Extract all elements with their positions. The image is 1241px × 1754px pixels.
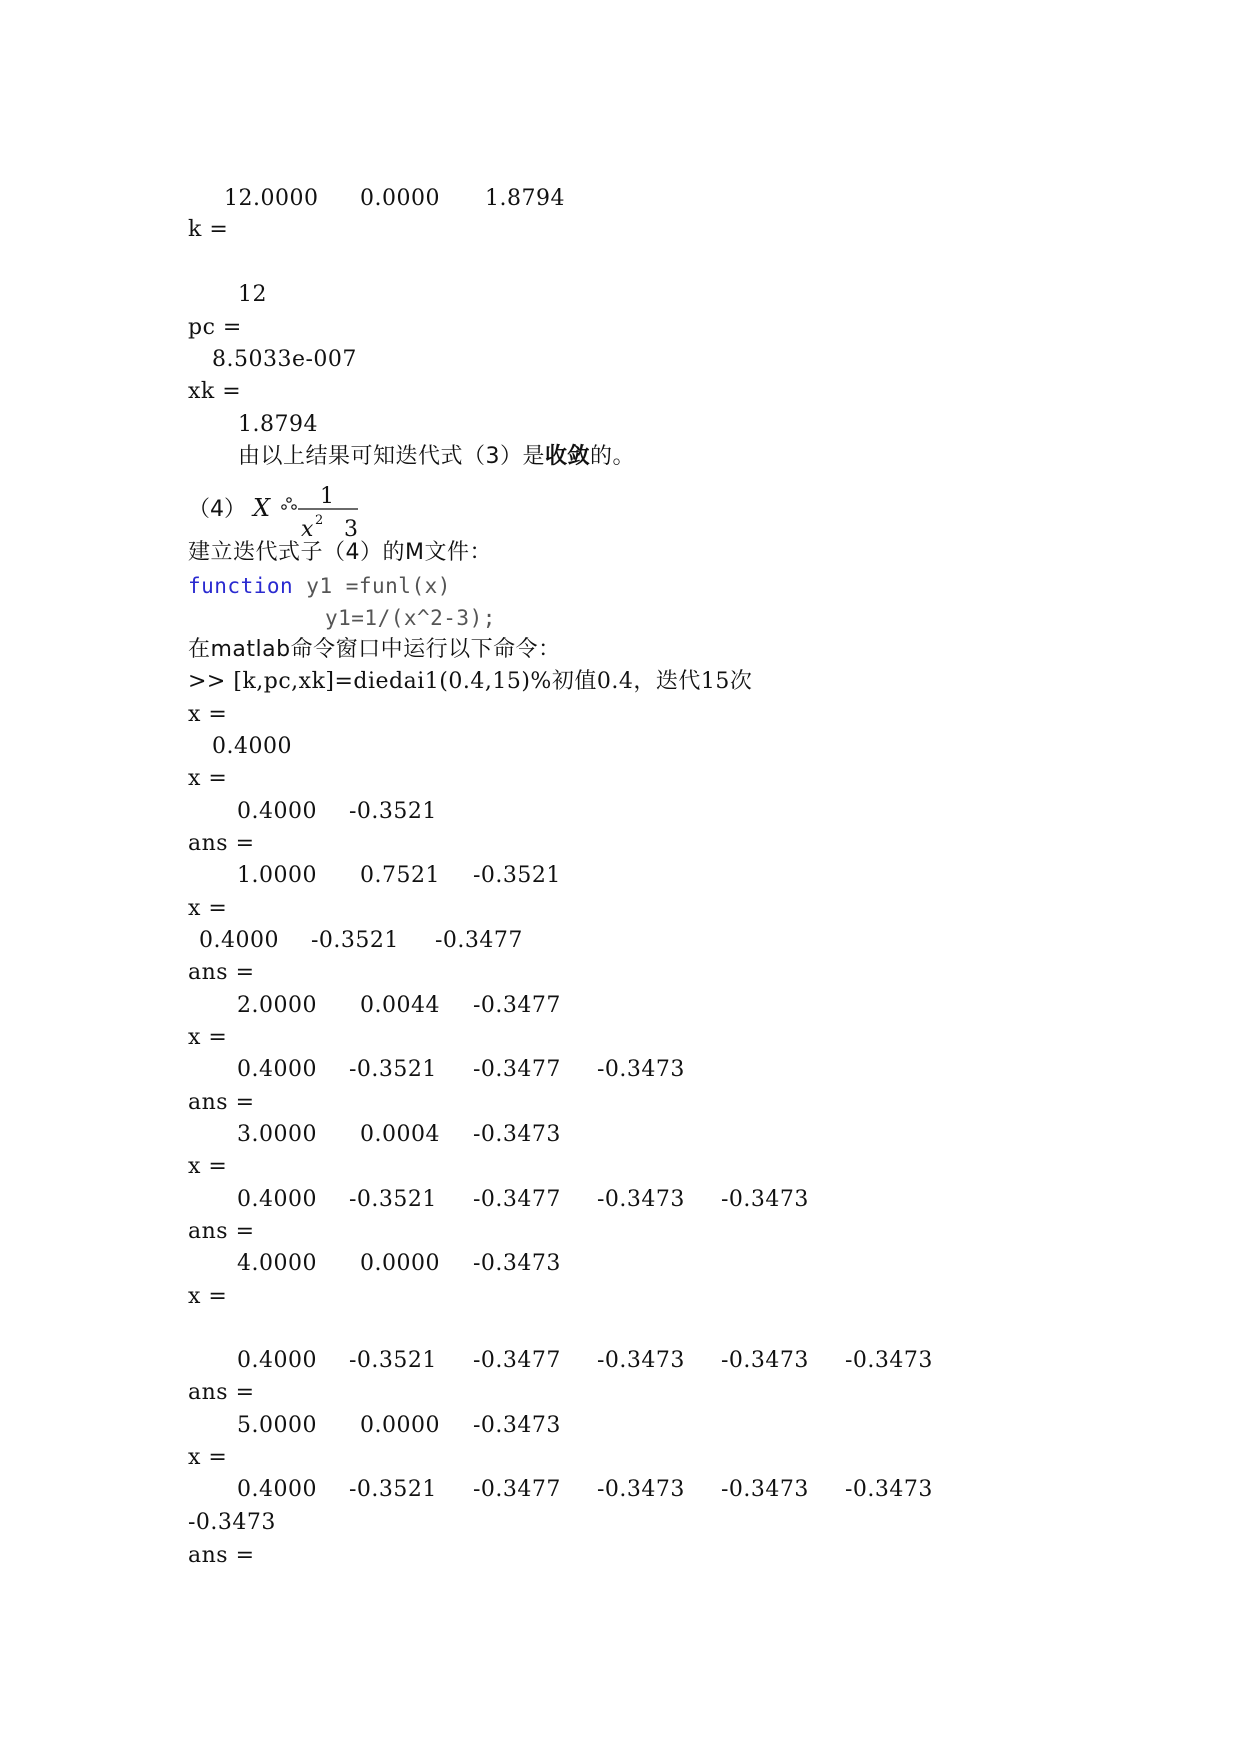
output-cell: 4.0000 <box>237 1251 317 1276</box>
formula-lhs: X <box>253 494 271 522</box>
table-cell: 1.8794 <box>485 186 565 211</box>
emphasis-text: 收敛 <box>545 444 591 469</box>
table-cell: 12.0000 <box>224 186 319 211</box>
ans-label: ans = <box>188 1219 255 1244</box>
x-label: x = <box>188 766 228 791</box>
output-cell: -0.3473 <box>845 1477 933 1502</box>
output-cell: 1.0000 <box>237 863 317 888</box>
formula-exponent: 2 <box>315 513 324 528</box>
formula-denominator-const: 3 <box>344 517 358 538</box>
output-cell: 0.4000 <box>237 1477 317 1502</box>
output-cell: 0.4000 <box>237 1348 317 1373</box>
x-label: x = <box>188 1025 228 1050</box>
output-cell: 0.7521 <box>360 863 440 888</box>
formula-symbol-dot <box>292 505 296 509</box>
output-cell: 0.0000 <box>360 1413 440 1438</box>
matlab-command: >> [k,pc,xk]=diedai1(0.4,15)%初值0.4，迭代15次 <box>188 669 753 694</box>
output-cell: -0.3477 <box>473 1348 561 1373</box>
output-cell: -0.3473 <box>597 1057 685 1082</box>
x-label: x = <box>188 1154 228 1179</box>
formula-label: （4） <box>188 497 246 522</box>
output-cell: 3.0000 <box>237 1122 317 1147</box>
xk-label: xk = <box>188 379 242 404</box>
output-cell: -0.3473 <box>721 1477 809 1502</box>
iteration-formula-4 <box>188 478 388 538</box>
output-cell: -0.3473 <box>473 1251 561 1276</box>
output-cell: 0.4000 <box>237 799 317 824</box>
ans-label: ans = <box>188 1090 255 1115</box>
x-label: x = <box>188 1284 228 1309</box>
x-label: x = <box>188 1445 228 1470</box>
output-cell: -0.3477 <box>473 1477 561 1502</box>
code-signature: function y1 =funl(x) <box>188 574 451 598</box>
run-heading: 在matlab命令窗口中运行以下命令： <box>188 637 561 662</box>
output-cell: -0.3473 <box>597 1187 685 1212</box>
output-cell: -0.3477 <box>473 1187 561 1212</box>
output-cell: -0.3477 <box>473 1057 561 1082</box>
output-cell: 0.0000 <box>360 1251 440 1276</box>
output-cell: -0.3473 <box>473 1122 561 1147</box>
output-cell: -0.3521 <box>311 928 399 953</box>
output-cell: -0.3473 <box>845 1348 933 1373</box>
output-cell: 5.0000 <box>237 1413 317 1438</box>
code-body: y1=1/(x^2-3); <box>325 606 496 630</box>
output-cell: -0.3473 <box>473 1413 561 1438</box>
mfile-heading: 建立迭代式子（4）的M文件： <box>188 540 492 565</box>
output-cell: -0.3521 <box>349 1057 437 1082</box>
formula-numerator: 1 <box>320 484 334 509</box>
x-label: x = <box>188 896 228 921</box>
output-cell: -0.3521 <box>349 799 437 824</box>
ans-label: ans = <box>188 960 255 985</box>
ans-label: ans = <box>188 1543 255 1568</box>
output-cell: -0.3473 <box>721 1187 809 1212</box>
ans-label: ans = <box>188 831 255 856</box>
pc-value: 8.5033e-007 <box>212 347 357 372</box>
output-cell: 0.4000 <box>199 928 279 953</box>
ans-label: ans = <box>188 1380 255 1405</box>
output-row <box>0 732 292 792</box>
output-cell: 0.4000 <box>237 1187 317 1212</box>
output-cell: -0.3473 <box>188 1510 276 1535</box>
output-cell: 0.0044 <box>360 993 440 1018</box>
output-cell: -0.3477 <box>473 993 561 1018</box>
output-cell: 0.4000 <box>237 1057 317 1082</box>
output-cell: -0.3473 <box>597 1477 685 1502</box>
output-cell: 2.0000 <box>237 993 317 1018</box>
output-cell: -0.3521 <box>349 1348 437 1373</box>
table-cell: 0.0000 <box>360 186 440 211</box>
output-cell: -0.3521 <box>473 863 561 888</box>
pc-label: pc = <box>188 315 242 340</box>
conclusion-text: 由以上结果可知迭代式（3）是收敛的。 <box>238 444 636 469</box>
formula-symbol-dot <box>287 498 291 502</box>
output-cell: -0.3521 <box>349 1477 437 1502</box>
output-cell: -0.3473 <box>721 1348 809 1373</box>
output-cell: -0.3473 <box>597 1348 685 1373</box>
output-cell: 0.0004 <box>360 1122 440 1147</box>
x-label: x = <box>188 702 228 727</box>
code-keyword: function <box>188 574 294 598</box>
output-cell: -0.3477 <box>435 928 523 953</box>
output-cell: -0.3521 <box>349 1187 437 1212</box>
output-cell: 0.4000 <box>212 734 292 759</box>
xk-value: 1.8794 <box>238 412 318 437</box>
k-value: 12 <box>238 282 267 307</box>
prev-table-row <box>0 184 565 304</box>
k-label: k = <box>188 217 229 242</box>
formula-symbol-dot <box>282 505 286 509</box>
formula-denominator-var: x <box>301 517 314 538</box>
conclusion-paragraph <box>0 442 636 502</box>
